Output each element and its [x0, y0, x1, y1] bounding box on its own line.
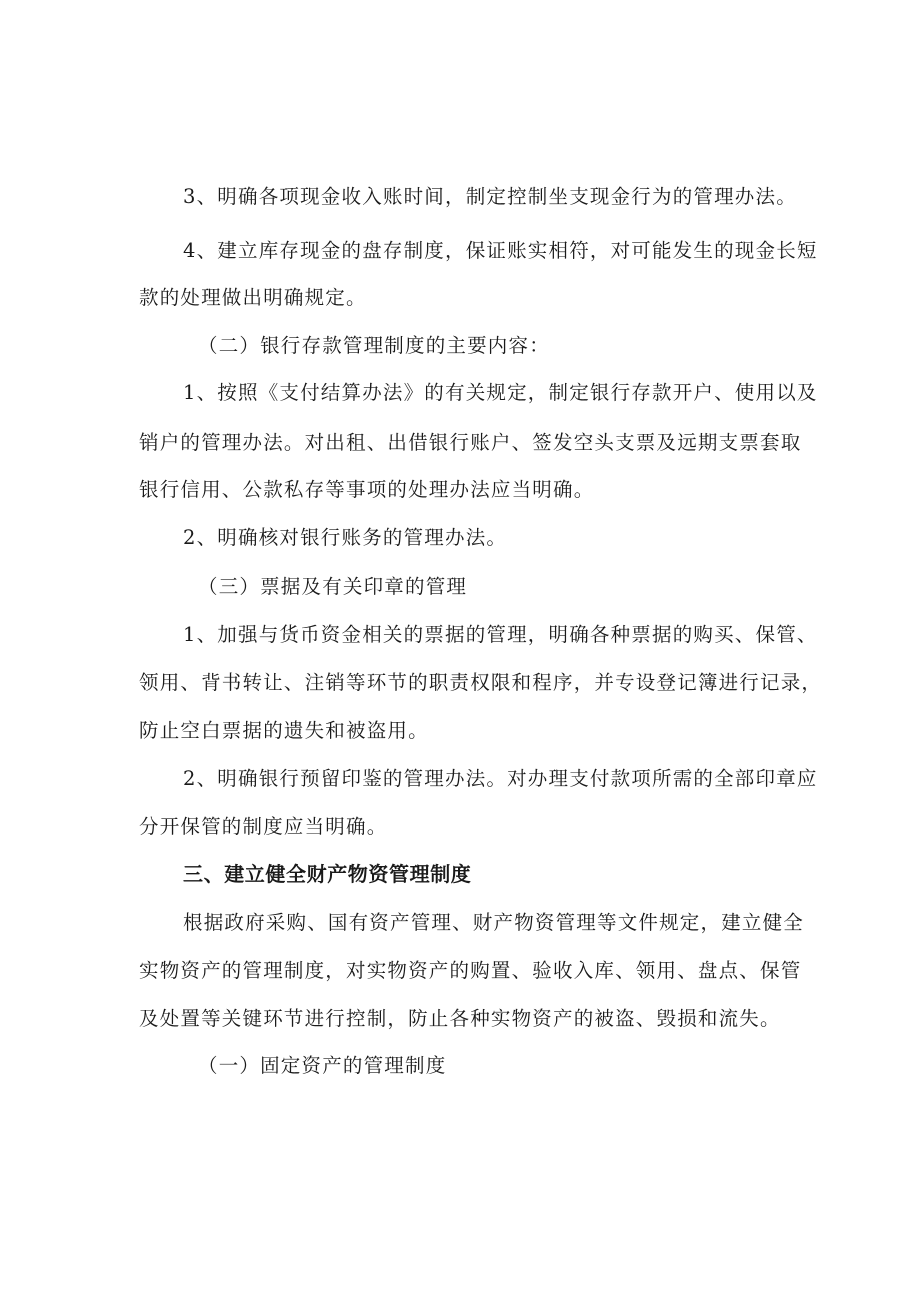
paragraph-line: 款的处理做出明确规定。	[139, 286, 367, 309]
paragraph-line: 防止空白票据的遗失和被盗用。	[139, 719, 429, 742]
section-subheading: （三）票据及有关印章的管理	[198, 575, 468, 598]
paragraph-line: 销户的管理办法。对出租、出借银行账户、签发空头支票及远期支票套取	[139, 431, 802, 454]
paragraph-line: 2、明确银行预留印鉴的管理办法。对办理支付款项所需的全部印章应	[183, 767, 818, 790]
section-subheading: （一）固定资产的管理制度	[198, 1054, 447, 1077]
paragraph-line: 3、明确各项现金收入账时间，制定控制坐支现金行为的管理办法。	[183, 185, 797, 208]
section-heading: 三、建立健全财产物资管理制度	[183, 862, 472, 886]
paragraph-line: 1、加强与货币资金相关的票据的管理，明确各种票据的购买、保管、	[183, 623, 818, 646]
paragraph-line: 根据政府采购、国有资产管理、财产物资管理等文件规定，建立健全	[183, 911, 805, 934]
paragraph-line: 及处置等关键环节进行控制，防止各种实物资产的被盗、毁损和流失。	[139, 1007, 781, 1030]
paragraph-line: 银行信用、公款私存等事项的处理办法应当明确。	[139, 478, 595, 501]
paragraph-line: 分开保管的制度应当明确。	[139, 815, 388, 838]
paragraph-line: 实物资产的管理制度，对实物资产的购置、验收入库、领用、盘点、保管	[139, 959, 802, 982]
paragraph-line: 2、明确核对银行账务的管理办法。	[183, 526, 508, 549]
paragraph-line: 1、按照《支付结算办法》的有关规定，制定银行存款开户、使用以及	[183, 381, 818, 404]
paragraph-line: 4、建立库存现金的盘存制度，保证账实相符，对可能发生的现金长短	[183, 239, 818, 262]
section-subheading: （二）银行存款管理制度的主要内容：	[198, 334, 550, 357]
paragraph-line: 领用、背书转让、注销等环节的职责权限和程序，并专设登记簿进行记录，	[139, 671, 823, 694]
